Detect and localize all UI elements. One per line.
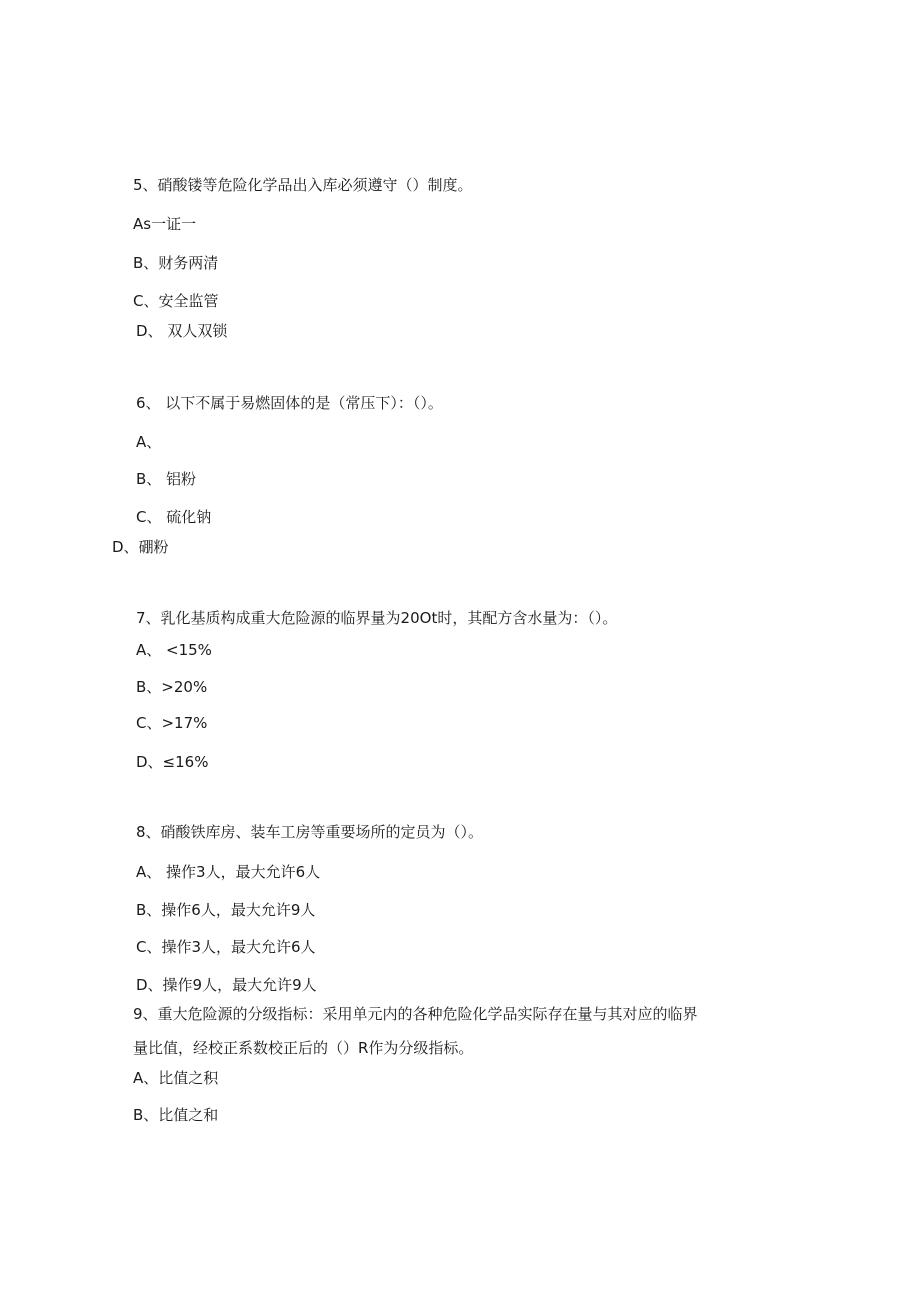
question-7-option-d: D、≤16%	[136, 753, 209, 771]
question-5-option-d: D、 双人双锁	[136, 322, 228, 340]
question-9-stem-line-1: 9、重大危险源的分级指标：采用单元内的各种危险化学品实际存在量与其对应的临界	[133, 1005, 698, 1023]
question-7-option-a: A、 <15%	[136, 641, 212, 659]
question-8-stem: 8、硝酸铁库房、装车工房等重要场所的定员为（）。	[136, 823, 484, 841]
question-6-option-c: C、 硫化钠	[136, 508, 212, 526]
question-5-option-a: As一证一	[133, 215, 197, 233]
question-9-stem-line-2: 量比值，经校正系数校正后的（）R作为分级指标。	[133, 1039, 474, 1057]
question-9-option-a: A、比值之积	[133, 1069, 219, 1087]
question-7-option-b: B、>20%	[136, 678, 208, 696]
question-6-stem: 6、 以下不属于易燃固体的是（常压下）：（）。	[136, 394, 443, 412]
question-8-option-c: C、操作3人，最大允许6人	[136, 938, 316, 956]
question-8-option-d: D、操作9人，最大允许9人	[136, 976, 317, 994]
question-5-stem: 5、硝酸镂等危险化学品出入库必须遵守（）制度。	[133, 176, 473, 194]
question-7-option-c: C、>17%	[136, 714, 208, 732]
question-5-option-b: B、财务两清	[133, 254, 219, 272]
question-8-option-b: B、操作6人，最大允许9人	[136, 901, 316, 919]
question-6-option-d: D、硼粉	[112, 538, 169, 556]
question-6-option-a: A、	[136, 433, 162, 451]
question-6-option-b: B、 铝粉	[136, 470, 197, 488]
question-8-option-a: A、 操作3人，最大允许6人	[136, 863, 321, 881]
question-9-option-b: B、比值之和	[133, 1106, 219, 1124]
question-7-stem: 7、乳化基质构成重大危险源的临界量为20Ot时，其配方含水量为：（）。	[136, 609, 618, 627]
question-5-option-c: C、安全监管	[133, 292, 219, 310]
